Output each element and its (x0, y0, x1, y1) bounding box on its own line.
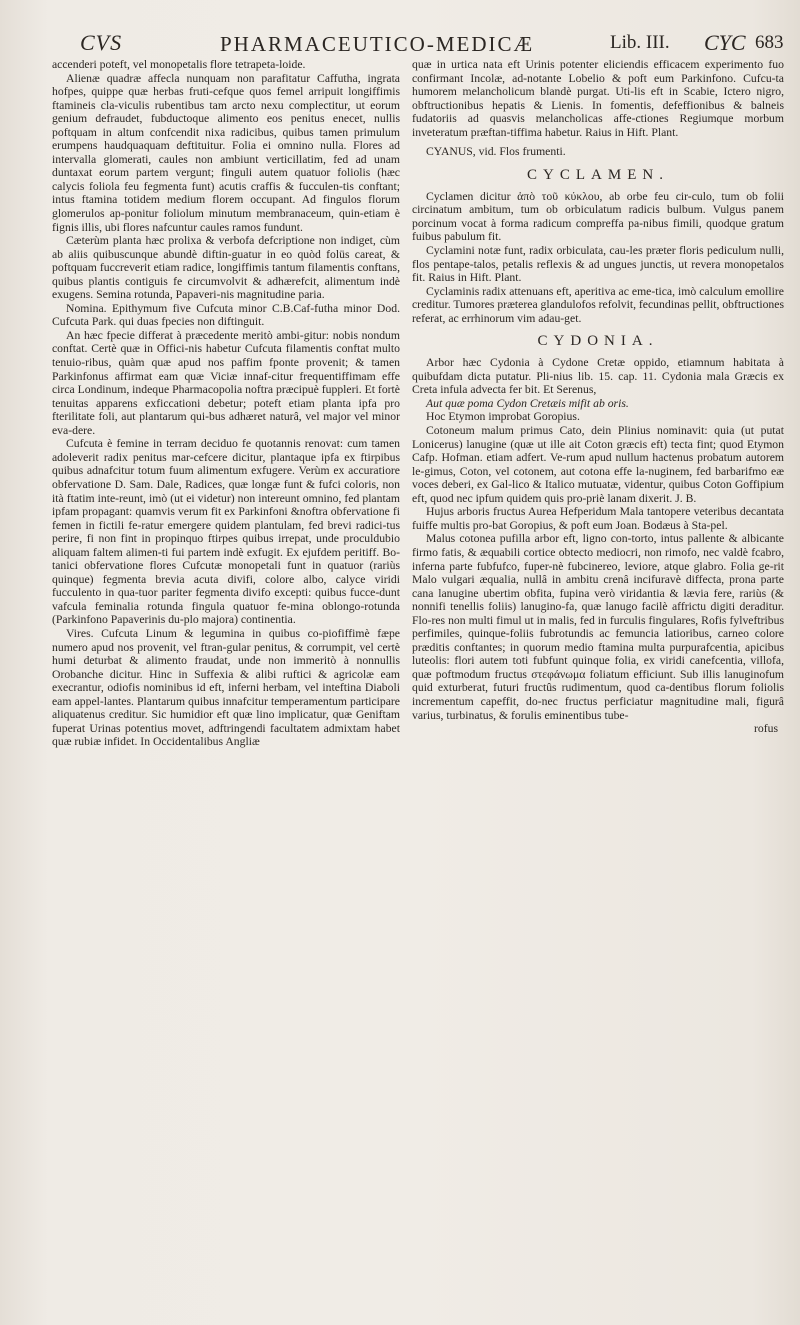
paragraph: Cæterùm planta hæc prolixa & verbofa defcriptione non indiget, cùm ab aliis quibuscunque abundè diftin-guatur in eo quòd folüs careat, & poftquam fuccreverit etiam radice, longiffimis tantum filamentis conftans, quibus plantis contiguis fe circumvolvit & adhærefcit, alimentum indè exugens. Semina rotunda, Papaveri-nis magnitudine paria. (52, 234, 400, 302)
paragraph: accenderi poteft, vel monopetalis flore tetrapeta-loide. (52, 58, 306, 71)
paragraph: Arbor hæc Cydonia à Cydone Cretæ oppido, etiamnum habitata à quibufdam dicta putatur. Pli-nius lib. 15. cap. 11. Cydonia mala Græcis ex Creta infula advecta fer bit. Et Serenus, (412, 356, 784, 397)
paragraph: Hujus arboris fructus Aurea Hefperidum Mala tantopere veteribus decantata fuiffe multis pro-bat Goropius, & poft eum Joan. Bodæus à Sta-pel. (412, 505, 784, 532)
paragraph: Cyclamen dicitur ἀπὸ τοῦ κύκλου, ab orbe feu cir-culo, tum ob folii circinatum ambitum, tum ob orbiculatum radicis bulbum. Vulgus panem porcinum vocat à forma radicum compreffa pa-nibus fimili, quodque gratum fuibus pabulum fit. (412, 189, 784, 244)
cross-reference: CYANUS, vid. Flos frumenti. (426, 145, 566, 159)
left-column (52, 58, 400, 749)
paragraph: An hæc fpecie differat à præcedente meritò ambi-gitur: nobis nondum conftat. Certè quæ in Offici-nis habetur Cufcuta filamentis conftat multo tenuio-ribus, quàm quæ apud nos paffim fponte provenit; & tamen Parkinfonus affirmat eam quæ Viciæ innaf-citur frequentiffimam effe circa Londinum, indeque Pharmacopolia noftra præcipuè fuppleri. Et fortè tenuitas apparens exficcationi debetur; poteft etiam planta ipfa pro fterilitate foli, aut plantarum qui-bus adhæret naturâ, vel major vel minor eva-dere. (52, 328, 400, 437)
right-column (412, 58, 784, 736)
paragraph: Cyclamini notæ funt, radix orbiculata, cau-les præter floris pediculum nulli, flos pentape-talos, petalis reflexis & ad ungues junctis, ut revera monopetalos fit. Raius in Hift. Plant. (412, 244, 784, 285)
paragraph: Hoc Etymon improbat Goropius. (426, 410, 580, 424)
page-header (80, 30, 784, 58)
paragraph: Cufcuta è femine in terram deciduo fe quotannis renovat: cum tamen adoleverit radix penitus mar-cefcere dicitur, plantaque ipfa ex ftirpibus quibus adnafcitur totum fuum alimentum exfugere. Verùm ex accuratiore obfervatione D. Sam. Dale, Radices, quæ longæ funt & fufci coloris, non ità ftatim inte-reunt, imò (ut ei videtur) non intereunt omnino, fed plantam ipfam propagant: quamvis verum fit ex Parkinfoni &noftra obfervatione fi femen in fictili fe-ratur emergere quidem plantulam, fed brevi radici-tus perire, fi non fint in propinquo ftirpes quibus irrepat, unde proculdubio aliquam faltem alimen-ti fui partem indè exfugit. Ex ejufdem peritiff. Bo-tanici obfervatione flores Cufcutæ monopetali funt in quatuor (rariùs quinque) fegmenta brevia acuta divifi, colore albo, calyce viridi fucculento in qua-tuor pariter fegmenta divifo excepti: quibus fucce-dunt vafcula feminalia rotunda fingula quatuor fe-mina oblongo-rotunda (Parkinfono Papaverinis du-plo majora) continentia. (52, 437, 400, 627)
verse-quote: Aut quæ poma Cydon Cretæis mifit ab oris. (426, 396, 629, 410)
paragraph: Cotoneum malum primus Cato, dein Plinius nominavit: quia (ut putat Lonicerus) lanugine (quæ ut ille ait Coton græcis eft) tecta fint; quod Etymon Cafp. Hofman. etiam adfert. Ve-rum apud nullum hactenus probatum autorem le-gimus, Coton, vel cotonem, aut cotona effe la-nuginem, fed barbarifmo eæ voces deberi, ex Gal-lico & Italico mutuatæ, videntur, quibus Coton Goffipium eft, quod nec ipfum quidem quis pro-priè lanam dixerit. J. B. (412, 424, 784, 505)
paragraph: quæ in urtica nata eft Urinis potenter eliciendis efficacem experimento fuo confirmant Incolæ, ad-notante Lobelio & poft eum Parkinfono. Cufcu-ta humorem melancholicum blandè purgat. Uti-lis eft in Scabie, Ictero nigro, obftructionibus hepatis & Lienis. In fomentis, defeffionibus & balneis fudatoriis ad quasvis melancholicas affe-ctiones Regiumque morbum inveteratum præftan-tiffima habetur. Raius in Hift. Plant. (412, 58, 784, 139)
catchword: rofus (753, 722, 778, 736)
page-number: 683 (755, 32, 784, 53)
running-head-left: CVS (80, 30, 123, 55)
paragraph: Nomina. Epithymum five Cufcuta minor C.B.Caf-futha minor Dod. Cufcuta Park. qui duas fpecies non diftinguit. (52, 301, 400, 329)
running-head-right: CYC (704, 30, 746, 55)
paragraph: Alienæ quadræ affecla nunquam non parafitatur Caffutha, ingrata hofpes, quippe quæ herbas fruti-cefque quos femel arripuit longiffimis ftamineis cla-viculis rubentibus tam arcto nexu complectitur, ut eorum genium defraudet, fubductoque alimento eos penitus enecet, nullis poftquam in altum confcendit nixa radicibus, quibus tamen primulum erumpens haudquaquam deftituitur. Folia ei omnino nulla. Flores ad intervalla glomerati, caules non ambiunt verticillatim, fed ad unam duntaxat eorum partem vergunt; finguli autem quatuor foliolis (hæc calycis foliola feu fegmenta funt) acutis craffis & fucculen-tis conftant; intus ftamina totidem medium florem occupant. Ad fingulos florum glomerulos ap-ponitur foliolum minutum membranaceum, quin-etiam è fignis illis, ubi flores nafcuntur caules ramos fundunt. (52, 71, 400, 234)
book-number: Lib. III. (610, 32, 670, 53)
paragraph: Cyclaminis radix attenuans eft, aperitiva ac eme-tica, imò calculum emollire creditur. Tumores præterea glandulofos refolvit, fecundinas pellit, obftructiones referat, ac errhinorum vim adau-get. (412, 284, 784, 325)
paragraph: Vires. Cufcuta Linum & legumina in quibus co-piofiffimè fæpe numero apud nos provenit, vel ftran-gular penitus, & corrumpit, vel certè humi deturbat & alimento fraudat, unde non immeritò à nonnullis Orobanche dicitur. Hinc in Suffexia & alibi ruftici & agricolæ eam execrantur, odiofis nominibus id eft, inferni herbam, vel inteftina Diaboli eam appel-lantes. Plantarum quibus innafcitur temperamentum participare aliquatenus creditur. Sic humidior eft quæ lino implicatur, quæ Geniftam fuperat Urinas potentius movet, adftringendi facultatem admixtam habet quæ rubiæ infidet. In Occidentalibus Angliæ (52, 626, 400, 749)
paragraph: Malus cotonea pufilla arbor eft, ligno con-torto, intus pallente & albicante firmo fatis, & æquabili cortice obtecto mediocri, non rimofo, nec valdè fcabro, inferna parte fubfufco, fuper-nè fubcinereo, leviore, atque glabro. Folia ge-rit Malo vulgari æqualia, nullâ in ambitu crenâ incifuravè diffecta, prona parte cana lanugine ubertim obfita, fupina verò viridantia & lævia fere, rariùs (& nonnifi tenellis foliis) lanugino-fa, quæ lanugo facilè affrictu digiti deraditur. Flo-res non multi fimul ut in malis, fed in furculis fingulares, Rofis fylveftribus perfimiles, quinque-foliis fubrotundis ac femuncia latioribus, carneo colore præditis conftantes; in quorum medio ftamina multa purpurafcentia, apicibus luteolis: flori autem toti fubfunt quinque folia, ex viridi canefcentia, villofa, quæ poftmodum fructus στεφάνωμα foliatum efficiunt. Sub illis lanuginofum quid exturberat, futuri fructûs rudimentum, quod ca-dentibus florum foliolis incrementum capeffit, do-nec fructus perficiatur magnitudine mali, figurâ varius, turbinatus, & forulis eminentibus tube- (412, 532, 784, 722)
section-heading-cyclamen: CYCLAMEN. (527, 166, 669, 183)
page-title: PHARMACEUTICO-MEDICÆ (220, 32, 535, 56)
section-heading-cydonia: CYDONIA. (537, 333, 659, 350)
